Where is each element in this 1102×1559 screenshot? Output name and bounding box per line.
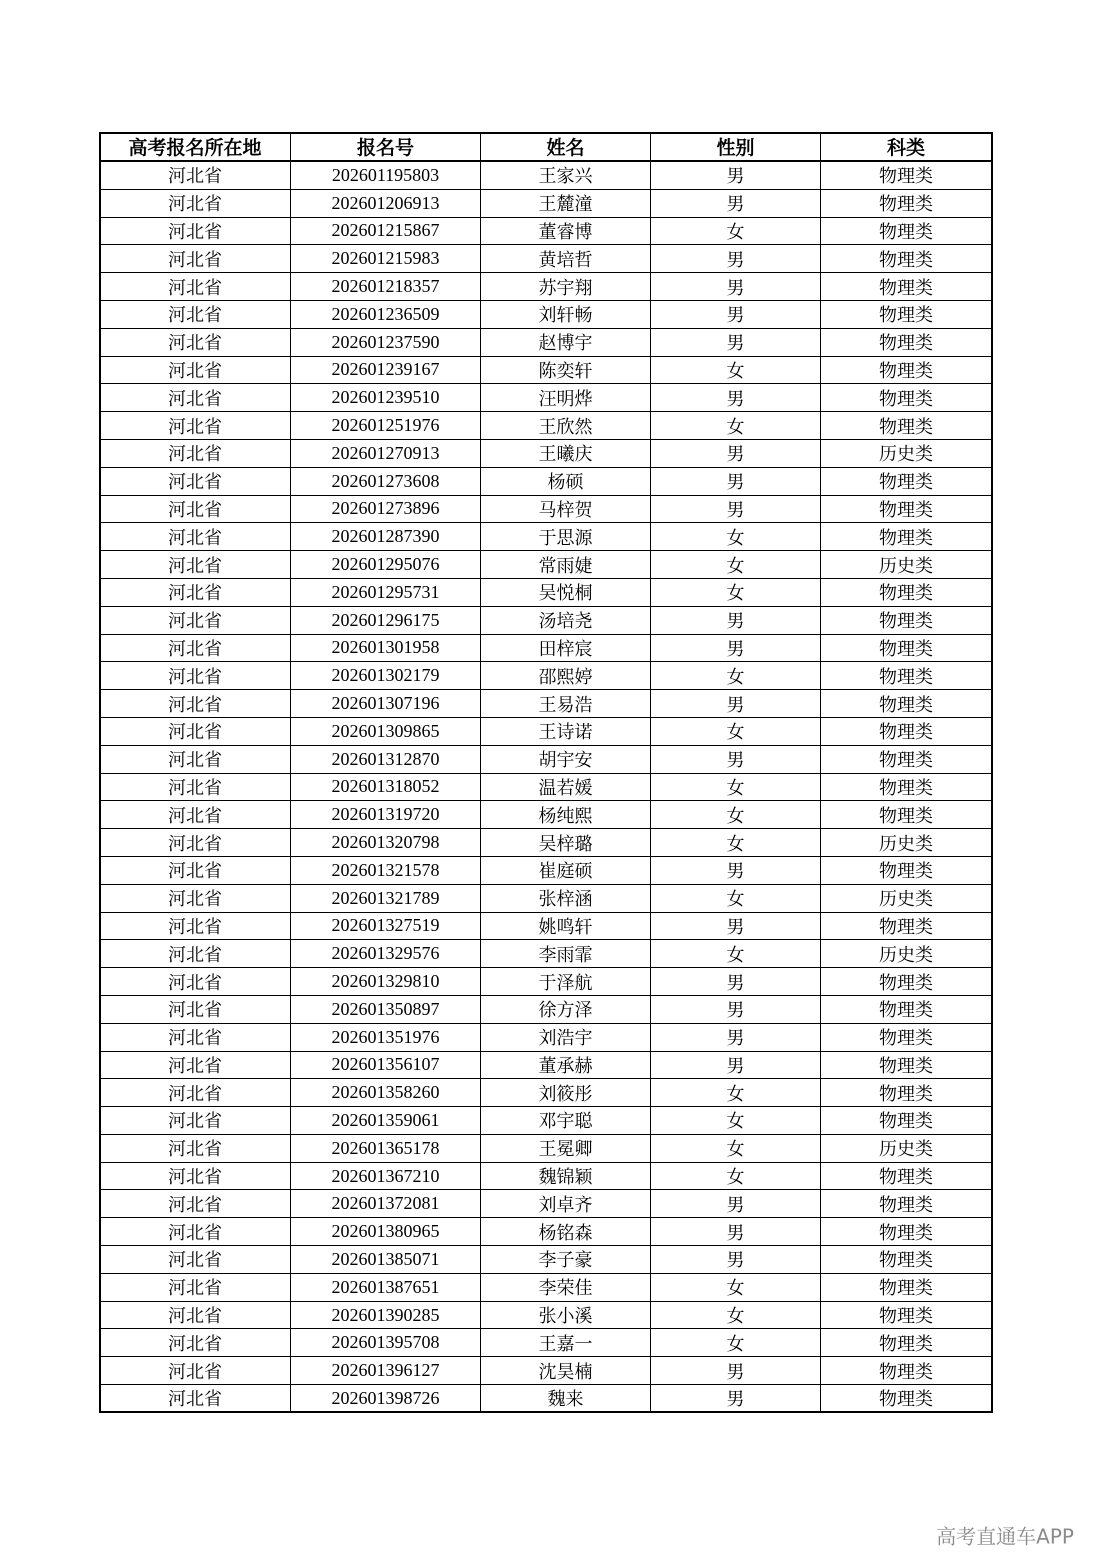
- cell-registration-number: 202601307196: [291, 690, 481, 718]
- table-row: [100, 495, 992, 523]
- cell-registration-number: 202601396127: [291, 1357, 481, 1385]
- cell-subject-track: 物理类: [821, 1329, 992, 1357]
- cell-location: 河北省: [100, 1273, 291, 1301]
- table-header: [100, 133, 992, 162]
- cell-gender: 男: [651, 495, 821, 523]
- cell-subject-track: 历史类: [821, 551, 992, 579]
- cell-name: 汤培尧: [481, 606, 651, 634]
- table-row: [100, 1301, 992, 1329]
- cell-gender: 男: [651, 1218, 821, 1246]
- table-row: [100, 606, 992, 634]
- cell-gender: 男: [651, 1385, 821, 1413]
- table-row: [100, 884, 992, 912]
- cell-name: 陈奕轩: [481, 356, 651, 384]
- cell-location: 河北省: [100, 300, 291, 328]
- cell-subject-track: 物理类: [821, 912, 992, 940]
- cell-location: 河北省: [100, 912, 291, 940]
- cell-location: 河北省: [100, 439, 291, 467]
- cell-registration-number: 202601239167: [291, 356, 481, 384]
- table-row: [100, 1162, 992, 1190]
- cell-registration-number: 202601321789: [291, 884, 481, 912]
- cell-registration-number: 202601312870: [291, 745, 481, 773]
- cell-registration-number: 202601329576: [291, 940, 481, 968]
- cell-gender: 男: [651, 634, 821, 662]
- cell-name: 王易浩: [481, 690, 651, 718]
- cell-registration-number: 202601356107: [291, 1051, 481, 1079]
- cell-registration-number: 202601206913: [291, 189, 481, 217]
- table-row: [100, 1329, 992, 1357]
- cell-name: 李荣佳: [481, 1273, 651, 1301]
- table-row: [100, 217, 992, 245]
- cell-gender: 男: [651, 1190, 821, 1218]
- cell-registration-number: 202601358260: [291, 1079, 481, 1107]
- cell-subject-track: 物理类: [821, 1079, 992, 1107]
- cell-location: 河北省: [100, 551, 291, 579]
- cell-name: 赵博宇: [481, 328, 651, 356]
- table-row: [100, 829, 992, 857]
- header-subject-track: 科类: [821, 133, 992, 162]
- cell-location: 河北省: [100, 745, 291, 773]
- cell-location: 河北省: [100, 356, 291, 384]
- cell-name: 汪明烨: [481, 384, 651, 412]
- cell-subject-track: 物理类: [821, 1273, 992, 1301]
- cell-subject-track: 物理类: [821, 968, 992, 996]
- cell-gender: 女: [651, 1301, 821, 1329]
- cell-gender: 男: [651, 245, 821, 273]
- cell-name: 王诗诺: [481, 717, 651, 745]
- cell-subject-track: 物理类: [821, 217, 992, 245]
- table-row: [100, 717, 992, 745]
- header-gender: 性别: [651, 133, 821, 162]
- cell-subject-track: 物理类: [821, 495, 992, 523]
- cell-location: 河北省: [100, 662, 291, 690]
- table-row: [100, 662, 992, 690]
- table-row: [100, 189, 992, 217]
- table-row: [100, 356, 992, 384]
- cell-gender: 女: [651, 356, 821, 384]
- cell-gender: 男: [651, 384, 821, 412]
- cell-name: 杨硕: [481, 467, 651, 495]
- cell-registration-number: 202601295731: [291, 578, 481, 606]
- cell-registration-number: 202601296175: [291, 606, 481, 634]
- table-row: [100, 578, 992, 606]
- cell-registration-number: 202601301958: [291, 634, 481, 662]
- cell-subject-track: 物理类: [821, 801, 992, 829]
- cell-location: 河北省: [100, 273, 291, 301]
- cell-location: 河北省: [100, 161, 291, 189]
- cell-name: 胡宇安: [481, 745, 651, 773]
- cell-gender: 男: [651, 690, 821, 718]
- cell-registration-number: 202601195803: [291, 161, 481, 189]
- cell-gender: 女: [651, 412, 821, 440]
- table-row: [100, 439, 992, 467]
- cell-name: 刘轩畅: [481, 300, 651, 328]
- cell-registration-number: 202601387651: [291, 1273, 481, 1301]
- cell-gender: 女: [651, 578, 821, 606]
- table-row: [100, 245, 992, 273]
- header-name: 姓名: [481, 133, 651, 162]
- cell-subject-track: 物理类: [821, 300, 992, 328]
- cell-registration-number: 202601390285: [291, 1301, 481, 1329]
- cell-registration-number: 202601395708: [291, 1329, 481, 1357]
- table-row: [100, 912, 992, 940]
- cell-subject-track: 历史类: [821, 884, 992, 912]
- cell-registration-number: 202601251976: [291, 412, 481, 440]
- cell-location: 河北省: [100, 1023, 291, 1051]
- cell-name: 徐方泽: [481, 995, 651, 1023]
- cell-name: 苏宇翔: [481, 273, 651, 301]
- header-registration-number: 报名号: [291, 133, 481, 162]
- cell-gender: 男: [651, 300, 821, 328]
- cell-registration-number: 202601215983: [291, 245, 481, 273]
- table-row: [100, 745, 992, 773]
- table-row: [100, 968, 992, 996]
- table-row: [100, 300, 992, 328]
- cell-location: 河北省: [100, 773, 291, 801]
- cell-subject-track: 物理类: [821, 578, 992, 606]
- cell-name: 田梓宸: [481, 634, 651, 662]
- cell-location: 河北省: [100, 1134, 291, 1162]
- cell-registration-number: 202601329810: [291, 968, 481, 996]
- cell-name: 董睿博: [481, 217, 651, 245]
- cell-name: 崔庭硕: [481, 856, 651, 884]
- cell-subject-track: 物理类: [821, 1218, 992, 1246]
- cell-registration-number: 202601273608: [291, 467, 481, 495]
- cell-gender: 女: [651, 1162, 821, 1190]
- cell-registration-number: 202601270913: [291, 439, 481, 467]
- cell-registration-number: 202601350897: [291, 995, 481, 1023]
- cell-location: 河北省: [100, 578, 291, 606]
- cell-location: 河北省: [100, 328, 291, 356]
- cell-location: 河北省: [100, 1301, 291, 1329]
- cell-subject-track: 物理类: [821, 467, 992, 495]
- cell-registration-number: 202601327519: [291, 912, 481, 940]
- cell-name: 黄培哲: [481, 245, 651, 273]
- cell-location: 河北省: [100, 217, 291, 245]
- cell-registration-number: 202601359061: [291, 1107, 481, 1135]
- cell-name: 刘卓齐: [481, 1190, 651, 1218]
- cell-location: 河北省: [100, 1357, 291, 1385]
- table-row: [100, 1051, 992, 1079]
- cell-registration-number: 202601295076: [291, 551, 481, 579]
- table-row: [100, 1079, 992, 1107]
- cell-location: 河北省: [100, 1051, 291, 1079]
- cell-registration-number: 202601237590: [291, 328, 481, 356]
- cell-name: 李雨霏: [481, 940, 651, 968]
- cell-subject-track: 物理类: [821, 745, 992, 773]
- cell-name: 王冕卿: [481, 1134, 651, 1162]
- cell-name: 杨纯熙: [481, 801, 651, 829]
- cell-gender: 男: [651, 745, 821, 773]
- table-row: [100, 1273, 992, 1301]
- cell-gender: 女: [651, 884, 821, 912]
- cell-gender: 男: [651, 273, 821, 301]
- cell-location: 河北省: [100, 412, 291, 440]
- table-row: [100, 1357, 992, 1385]
- table-row: [100, 1134, 992, 1162]
- cell-name: 常雨婕: [481, 551, 651, 579]
- cell-name: 魏锦颖: [481, 1162, 651, 1190]
- cell-subject-track: 物理类: [821, 1107, 992, 1135]
- cell-subject-track: 历史类: [821, 1134, 992, 1162]
- cell-name: 王嘉一: [481, 1329, 651, 1357]
- cell-subject-track: 物理类: [821, 328, 992, 356]
- cell-name: 魏来: [481, 1385, 651, 1413]
- cell-gender: 男: [651, 439, 821, 467]
- cell-name: 张梓涵: [481, 884, 651, 912]
- cell-registration-number: 202601302179: [291, 662, 481, 690]
- cell-gender: 女: [651, 717, 821, 745]
- header-registration-location: 高考报名所在地: [100, 133, 291, 162]
- table-row: [100, 634, 992, 662]
- cell-gender: 男: [651, 968, 821, 996]
- cell-gender: 男: [651, 995, 821, 1023]
- cell-subject-track: 历史类: [821, 829, 992, 857]
- table-row: [100, 1107, 992, 1135]
- cell-gender: 女: [651, 829, 821, 857]
- cell-gender: 男: [651, 1246, 821, 1274]
- cell-subject-track: 物理类: [821, 773, 992, 801]
- cell-registration-number: 202601367210: [291, 1162, 481, 1190]
- cell-subject-track: 物理类: [821, 189, 992, 217]
- cell-registration-number: 202601318052: [291, 773, 481, 801]
- cell-name: 于思源: [481, 523, 651, 551]
- cell-subject-track: 物理类: [821, 1023, 992, 1051]
- cell-location: 河北省: [100, 801, 291, 829]
- cell-subject-track: 历史类: [821, 439, 992, 467]
- cell-gender: 女: [651, 551, 821, 579]
- cell-subject-track: 物理类: [821, 995, 992, 1023]
- cell-location: 河北省: [100, 1190, 291, 1218]
- table-row: [100, 1385, 992, 1413]
- cell-location: 河北省: [100, 940, 291, 968]
- cell-subject-track: 物理类: [821, 161, 992, 189]
- cell-subject-track: 物理类: [821, 1190, 992, 1218]
- cell-location: 河北省: [100, 495, 291, 523]
- cell-registration-number: 202601351976: [291, 1023, 481, 1051]
- cell-registration-number: 202601321578: [291, 856, 481, 884]
- table-row: [100, 273, 992, 301]
- cell-location: 河北省: [100, 523, 291, 551]
- cell-name: 姚鸣轩: [481, 912, 651, 940]
- cell-location: 河北省: [100, 245, 291, 273]
- cell-gender: 女: [651, 1134, 821, 1162]
- table-row: [100, 412, 992, 440]
- cell-name: 王欣然: [481, 412, 651, 440]
- cell-location: 河北省: [100, 884, 291, 912]
- cell-gender: 女: [651, 773, 821, 801]
- cell-location: 河北省: [100, 1107, 291, 1135]
- cell-name: 于泽航: [481, 968, 651, 996]
- cell-gender: 男: [651, 467, 821, 495]
- cell-name: 吴悦桐: [481, 578, 651, 606]
- cell-location: 河北省: [100, 189, 291, 217]
- cell-subject-track: 物理类: [821, 1301, 992, 1329]
- cell-registration-number: 202601372081: [291, 1190, 481, 1218]
- cell-location: 河北省: [100, 717, 291, 745]
- cell-registration-number: 202601319720: [291, 801, 481, 829]
- cell-location: 河北省: [100, 829, 291, 857]
- cell-name: 邵熙婷: [481, 662, 651, 690]
- table-row: [100, 690, 992, 718]
- cell-location: 河北省: [100, 606, 291, 634]
- cell-name: 王曦庆: [481, 439, 651, 467]
- watermark: 高考直通车APP: [936, 1524, 1074, 1549]
- cell-subject-track: 物理类: [821, 634, 992, 662]
- cell-subject-track: 物理类: [821, 1357, 992, 1385]
- cell-subject-track: 物理类: [821, 717, 992, 745]
- cell-name: 刘筱彤: [481, 1079, 651, 1107]
- cell-name: 温若媛: [481, 773, 651, 801]
- cell-gender: 女: [651, 1107, 821, 1135]
- cell-gender: 男: [651, 328, 821, 356]
- cell-registration-number: 202601309865: [291, 717, 481, 745]
- roster-table: [99, 132, 992, 1413]
- cell-location: 河北省: [100, 968, 291, 996]
- cell-gender: 女: [651, 1273, 821, 1301]
- cell-location: 河北省: [100, 1162, 291, 1190]
- cell-gender: 女: [651, 940, 821, 968]
- cell-name: 邓宇聪: [481, 1107, 651, 1135]
- cell-location: 河北省: [100, 384, 291, 412]
- table-row: [100, 801, 992, 829]
- cell-registration-number: 202601365178: [291, 1134, 481, 1162]
- cell-subject-track: 物理类: [821, 1162, 992, 1190]
- table-row: [100, 940, 992, 968]
- table-row: [100, 161, 992, 189]
- cell-registration-number: 202601385071: [291, 1246, 481, 1274]
- cell-location: 河北省: [100, 1079, 291, 1107]
- cell-location: 河北省: [100, 1385, 291, 1413]
- cell-registration-number: 202601287390: [291, 523, 481, 551]
- table-body: [100, 161, 992, 1412]
- cell-location: 河北省: [100, 995, 291, 1023]
- cell-subject-track: 物理类: [821, 384, 992, 412]
- cell-subject-track: 物理类: [821, 245, 992, 273]
- cell-location: 河北省: [100, 856, 291, 884]
- cell-gender: 男: [651, 189, 821, 217]
- cell-gender: 男: [651, 856, 821, 884]
- cell-name: 马梓贺: [481, 495, 651, 523]
- cell-name: 刘浩宇: [481, 1023, 651, 1051]
- cell-subject-track: 物理类: [821, 412, 992, 440]
- cell-name: 王麓潼: [481, 189, 651, 217]
- cell-gender: 女: [651, 801, 821, 829]
- table-row: [100, 773, 992, 801]
- cell-gender: 男: [651, 912, 821, 940]
- cell-gender: 女: [651, 1079, 821, 1107]
- cell-registration-number: 202601239510: [291, 384, 481, 412]
- cell-location: 河北省: [100, 1218, 291, 1246]
- cell-registration-number: 202601380965: [291, 1218, 481, 1246]
- table-row: [100, 1190, 992, 1218]
- table-row: [100, 384, 992, 412]
- cell-subject-track: 物理类: [821, 273, 992, 301]
- cell-name: 李子豪: [481, 1246, 651, 1274]
- table-row: [100, 856, 992, 884]
- header-row: [100, 133, 992, 162]
- cell-subject-track: 物理类: [821, 662, 992, 690]
- cell-name: 董承赫: [481, 1051, 651, 1079]
- cell-location: 河北省: [100, 690, 291, 718]
- cell-gender: 女: [651, 662, 821, 690]
- cell-gender: 男: [651, 1357, 821, 1385]
- cell-location: 河北省: [100, 467, 291, 495]
- cell-subject-track: 物理类: [821, 1246, 992, 1274]
- cell-registration-number: 202601273896: [291, 495, 481, 523]
- cell-registration-number: 202601215867: [291, 217, 481, 245]
- table-row: [100, 551, 992, 579]
- cell-registration-number: 202601320798: [291, 829, 481, 857]
- cell-registration-number: 202601236509: [291, 300, 481, 328]
- table-row: [100, 1218, 992, 1246]
- cell-gender: 女: [651, 523, 821, 551]
- table-row: [100, 1246, 992, 1274]
- cell-gender: 男: [651, 1023, 821, 1051]
- cell-location: 河北省: [100, 634, 291, 662]
- cell-name: 张小溪: [481, 1301, 651, 1329]
- cell-subject-track: 物理类: [821, 356, 992, 384]
- cell-name: 沈昊楠: [481, 1357, 651, 1385]
- cell-name: 吴梓璐: [481, 829, 651, 857]
- table-row: [100, 328, 992, 356]
- cell-subject-track: 物理类: [821, 1051, 992, 1079]
- cell-registration-number: 202601218357: [291, 273, 481, 301]
- cell-subject-track: 历史类: [821, 940, 992, 968]
- cell-gender: 男: [651, 1051, 821, 1079]
- table-row: [100, 523, 992, 551]
- cell-gender: 女: [651, 217, 821, 245]
- cell-name: 杨铭森: [481, 1218, 651, 1246]
- cell-location: 河北省: [100, 1246, 291, 1274]
- table-row: [100, 467, 992, 495]
- cell-registration-number: 202601398726: [291, 1385, 481, 1413]
- cell-subject-track: 物理类: [821, 856, 992, 884]
- cell-gender: 男: [651, 606, 821, 634]
- cell-name: 王家兴: [481, 161, 651, 189]
- cell-subject-track: 物理类: [821, 690, 992, 718]
- cell-subject-track: 物理类: [821, 1385, 992, 1413]
- cell-gender: 女: [651, 1329, 821, 1357]
- cell-location: 河北省: [100, 1329, 291, 1357]
- table-row: [100, 1023, 992, 1051]
- cell-subject-track: 物理类: [821, 523, 992, 551]
- cell-subject-track: 物理类: [821, 606, 992, 634]
- cell-gender: 男: [651, 161, 821, 189]
- table-row: [100, 995, 992, 1023]
